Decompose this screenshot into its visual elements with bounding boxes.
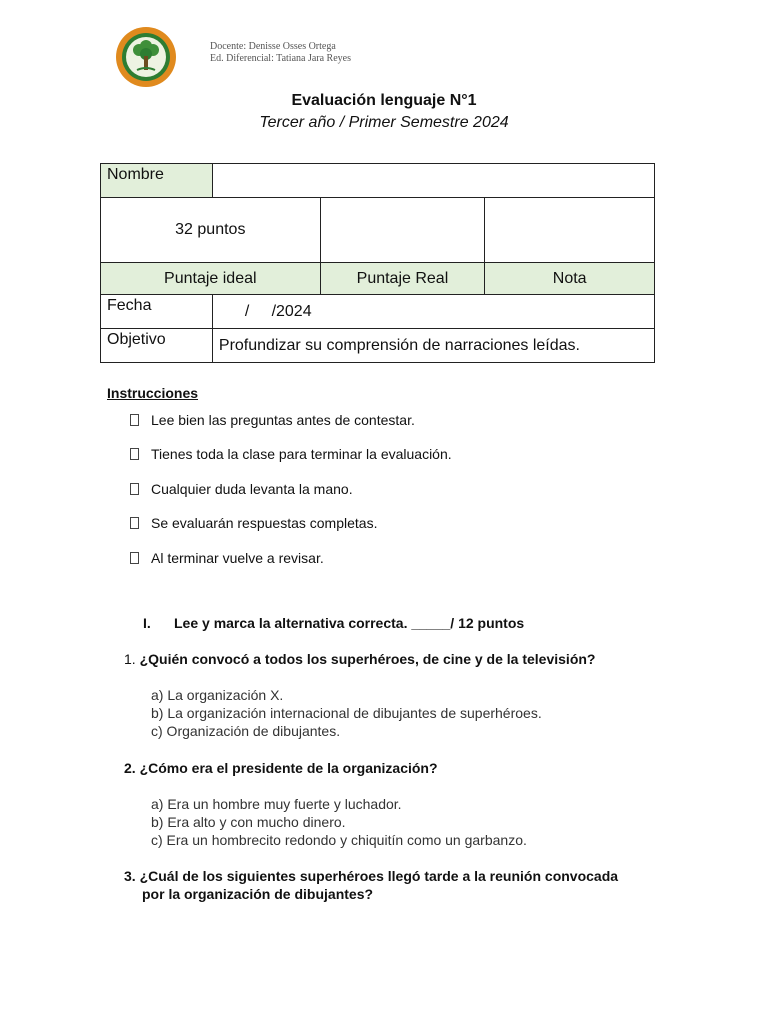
instruction-item: Cualquier duda levanta la mano. bbox=[130, 481, 353, 497]
option[interactable]: a) Era un hombre muy fuerte y luchador. bbox=[151, 796, 402, 812]
question-1 bbox=[124, 651, 595, 667]
bullet-icon bbox=[130, 552, 139, 564]
info-table bbox=[100, 163, 655, 363]
question-number: 2. bbox=[124, 760, 136, 776]
instruction-item: Al terminar vuelve a revisar. bbox=[130, 550, 324, 566]
instruction-item: Tienes toda la clase para terminar la evaluación. bbox=[130, 446, 452, 462]
question-2 bbox=[124, 760, 438, 776]
option[interactable]: c) Organización de dibujantes. bbox=[151, 723, 341, 739]
instructions-heading: Instrucciones bbox=[107, 385, 199, 401]
date-field[interactable]: / /2024 bbox=[212, 295, 654, 329]
real-score-field[interactable] bbox=[320, 198, 485, 263]
option[interactable]: b) Era alto y con mucho dinero. bbox=[151, 814, 346, 830]
section-numeral: I. bbox=[143, 615, 151, 631]
ideal-score-label: Puntaje ideal bbox=[101, 263, 321, 295]
instruction-item: Lee bien las preguntas antes de contestar. bbox=[130, 412, 415, 428]
grade-field[interactable] bbox=[485, 198, 655, 263]
bullet-icon bbox=[130, 448, 139, 460]
section-text: Lee y marca la alternativa correcta. _____/ 12 puntos bbox=[174, 615, 525, 631]
teacher-name: Docente: Denisse Osses Ortega bbox=[210, 41, 336, 52]
question-1-options bbox=[151, 686, 542, 740]
question-text: ¿Quién convocó a todos los superhéroes, de cine y de la televisión? bbox=[139, 651, 596, 667]
objective-value: Profundizar su comprensión de narraciones leídas. bbox=[212, 329, 654, 363]
option[interactable]: a) La organización X. bbox=[151, 687, 284, 703]
question-text: ¿Cómo era el presidente de la organización? bbox=[139, 760, 438, 776]
bullet-icon bbox=[130, 414, 139, 426]
question-3 bbox=[124, 867, 618, 903]
question-number: 1. bbox=[124, 651, 136, 667]
option[interactable]: b) La organización internacional de dibujantes de superhéroes. bbox=[151, 705, 542, 721]
instruction-item: Se evaluarán respuestas completas. bbox=[130, 515, 377, 531]
staff-info bbox=[210, 41, 351, 65]
page-title: Evaluación lenguaje N°1 bbox=[291, 92, 477, 109]
section-heading bbox=[143, 615, 524, 631]
school-logo bbox=[115, 26, 177, 88]
name-field[interactable] bbox=[212, 164, 654, 198]
question-2-options bbox=[151, 795, 527, 849]
points-value: 32 puntos bbox=[101, 198, 321, 263]
option[interactable]: c) Era un hombrecito redondo y chiquitín como un garbanzo. bbox=[151, 832, 527, 848]
question-text-line2: por la organización de dibujantes? bbox=[142, 886, 374, 902]
grade-label: Nota bbox=[485, 263, 655, 295]
objective-label: Objetivo bbox=[101, 329, 213, 363]
name-label: Nombre bbox=[101, 164, 213, 198]
bullet-icon bbox=[130, 483, 139, 495]
real-score-label: Puntaje Real bbox=[320, 263, 485, 295]
question-text: ¿Cuál de los siguientes superhéroes llegó tarde a la reunión convocada bbox=[139, 868, 619, 884]
bullet-icon bbox=[130, 517, 139, 529]
page-subtitle: Tercer año / Primer Semestre 2024 bbox=[259, 114, 509, 131]
special-ed-name: Ed. Diferencial: Tatiana Jara Reyes bbox=[210, 53, 351, 64]
question-number: 3. bbox=[124, 868, 136, 884]
date-label: Fecha bbox=[101, 295, 213, 329]
